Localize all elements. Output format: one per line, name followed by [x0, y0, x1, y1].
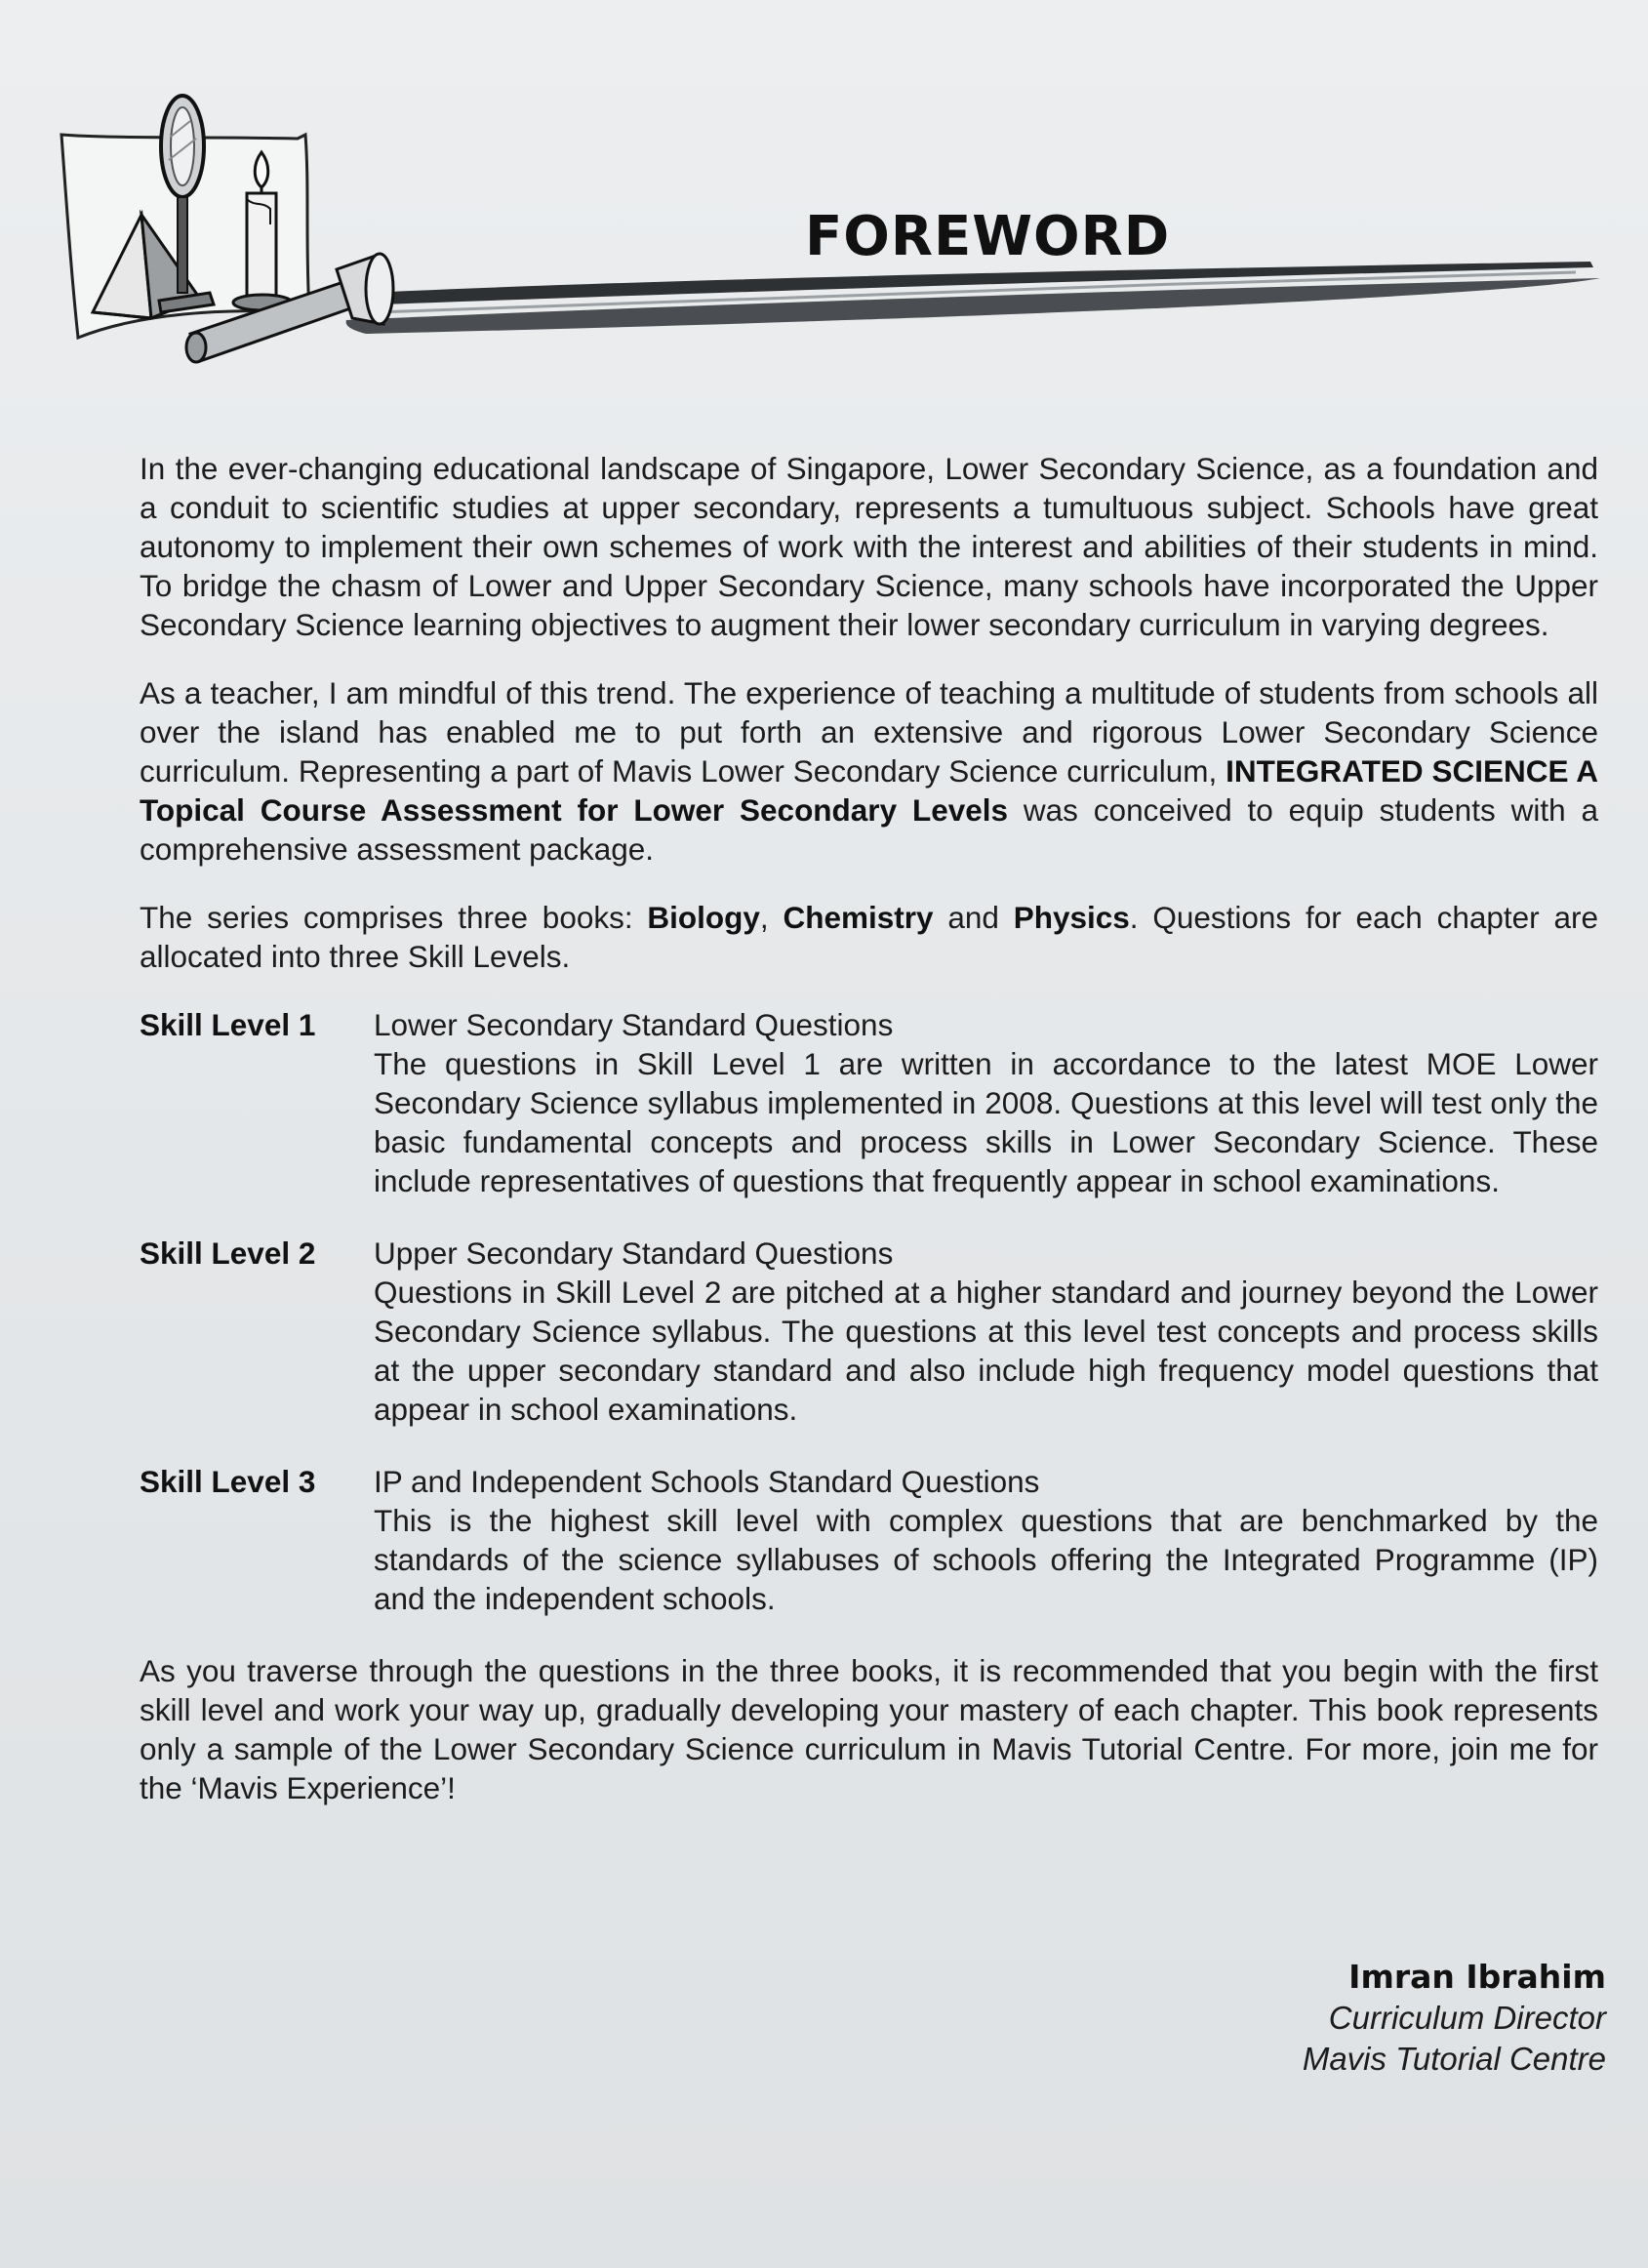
book-title: INTEGRATED SCIENCE A Topical Course Assessment for Lower Secondary Levels: [140, 753, 1598, 828]
teacher-text-before: As a teacher, I am mindful of this trend. The experience of teaching a multitude of students from schools all over the island has enabled me to put forth an extensive and rigorous Lower Secondary Science curriculum. Representing a part of Mavis Lower Secondary Science curriculum,: [140, 675, 1598, 789]
signature-block: [1303, 1957, 1606, 2080]
skill-level-description: The questions in Skill Level 1 are written in accordance to the latest MOE Lower Secondary Science syllabus implemented in 2008. Questions at this level will test only the basic fundamental concepts and process skills in Lower Secondary Science. These include representatives of questions that frequently appear in school examinations.: [374, 1046, 1598, 1198]
series-separator: ,: [759, 900, 784, 935]
skill-level-title: Upper Secondary Standard Questions: [374, 1235, 894, 1271]
skill-level-title: IP and Independent Schools Standard Questions: [374, 1464, 1040, 1499]
author-name: Imran Ibrahim: [1348, 1958, 1606, 1996]
author-organization: Mavis Tutorial Centre: [1302, 2041, 1606, 2077]
series-text-after: . Questions for each chapter are allocated into three Skill Levels.: [140, 900, 1598, 974]
skill-level-description: This is the highest skill level with complex questions that are benchmarked by the standards of the science syllabuses of schools offering the Integrated Programme (IP) and the independent schools.: [374, 1503, 1598, 1616]
skill-level-1: [140, 1005, 1598, 1200]
teacher-paragraph: [140, 673, 1598, 869]
teacher-text-after: was conceived to equip students with a comprehensive assessment package.: [140, 792, 1598, 867]
skill-level-body: [374, 1005, 1598, 1200]
closing-paragraph: As you traverse through the questions in the three books, it is recommended that you begin with the first skill level and work your way up, gradually developing your mastery of each chapter. This book represents only a sample of the Lower Secondary Science curriculum in Mavis Tutorial Centre. For more, join me for the ‘Mavis Experience’!: [140, 1653, 1598, 1805]
skill-level-body: [374, 1234, 1598, 1429]
author-role: Curriculum Director: [1328, 2000, 1606, 2036]
skill-level-label: Skill Level 1: [140, 1007, 316, 1042]
book-physics: Physics: [1013, 900, 1130, 935]
book-biology: Biology: [647, 900, 760, 935]
series-text-before: The series comprises three books:: [140, 900, 648, 935]
intro-paragraph: In the ever-changing educational landscape of Singapore, Lower Secondary Science, as a foundation and a conduit to scientific studies at upper secondary, represents a tumultuous subject. Schools have great autonomy to implement their own schemes of work with the interest and abilities of their students in mind. To bridge the chasm of Lower and Upper Secondary Science, many schools have incorporated the Upper Secondary Science learning objectives to augment their lower secondary curriculum in varying degrees.: [140, 451, 1598, 642]
skill-level-3: [140, 1462, 1598, 1618]
foreword-body: [140, 449, 1598, 1837]
skill-level-label: Skill Level 2: [140, 1235, 316, 1271]
skill-level-label: Skill Level 3: [140, 1464, 316, 1499]
page-title: FOREWORD: [805, 205, 1171, 268]
skill-level-body: [374, 1462, 1598, 1618]
page-header: [54, 78, 1615, 371]
skill-level-description: Questions in Skill Level 2 are pitched at a higher standard and journey beyond the Lower Secondary Science syllabus. The questions at this level test concepts and process skills at the upper secondary standard and also include high frequency model questions that appear in school examinations.: [374, 1275, 1598, 1427]
series-paragraph: [140, 898, 1598, 976]
skill-level-2: [140, 1234, 1598, 1429]
skill-level-title: Lower Secondary Standard Questions: [374, 1007, 894, 1042]
book-chemistry: Chemistry: [783, 900, 934, 935]
series-separator: and: [933, 900, 1014, 935]
